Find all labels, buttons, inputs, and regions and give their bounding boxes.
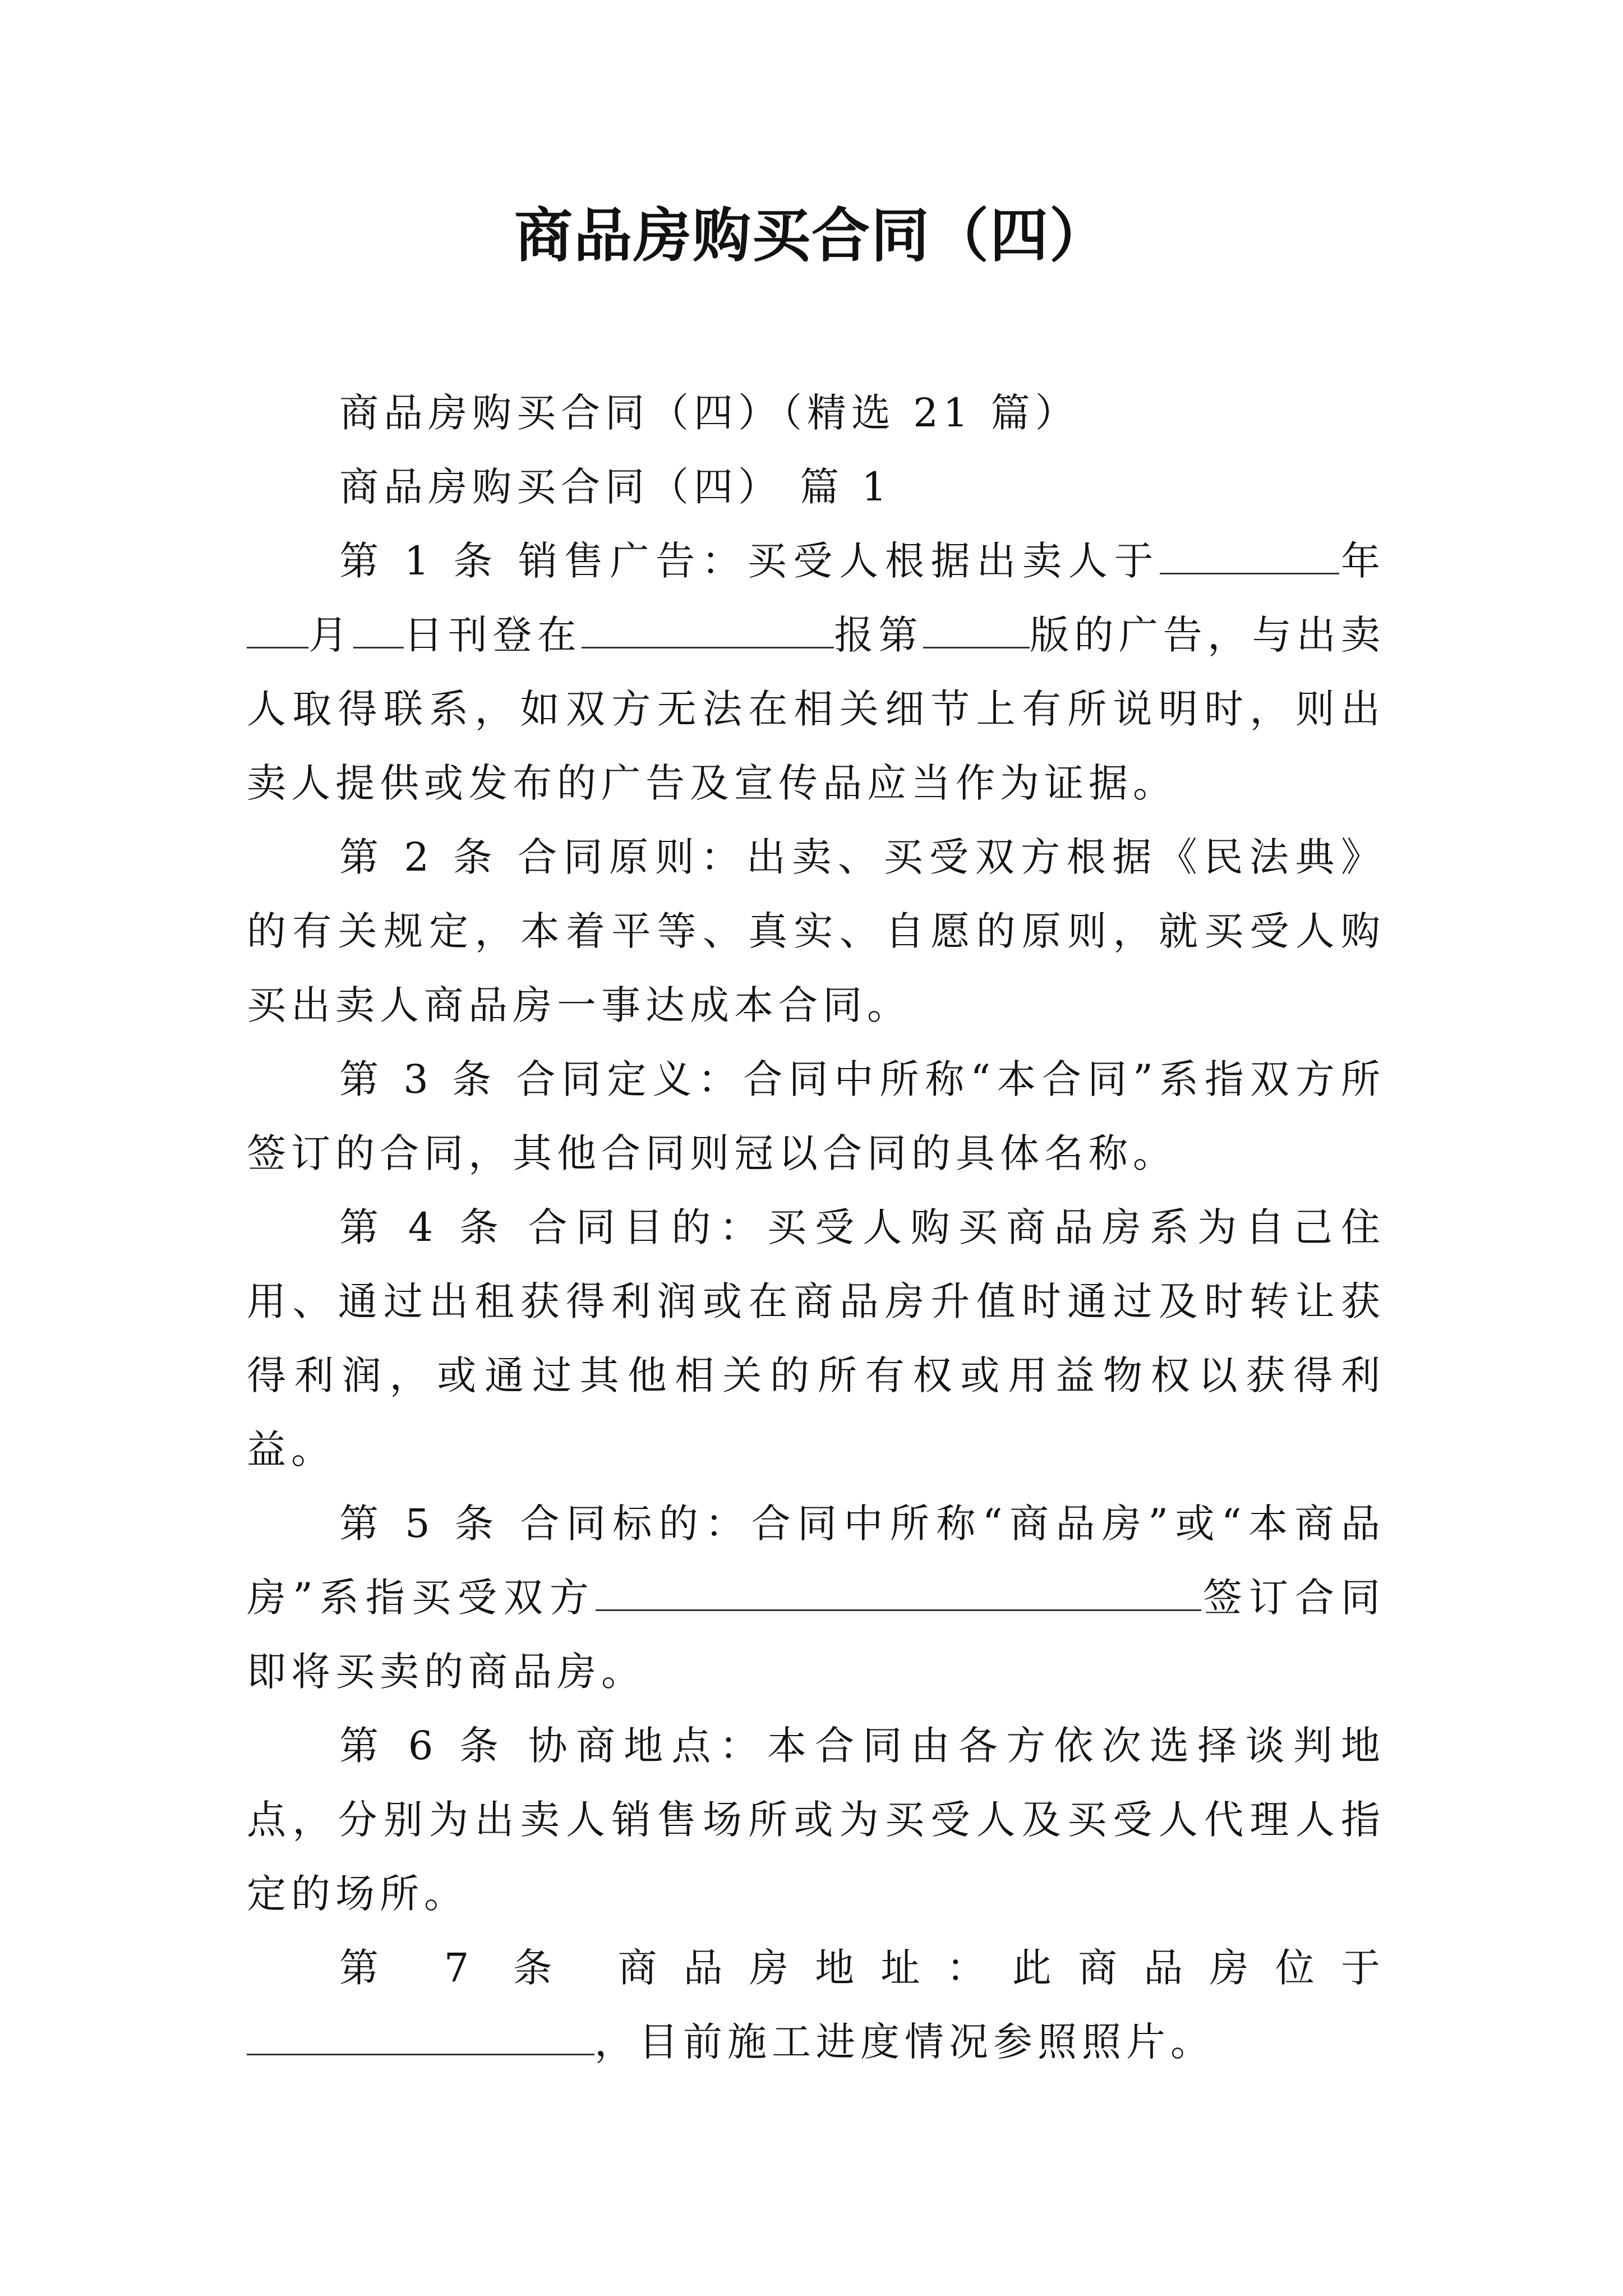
article-7 [247,1931,1385,2079]
article-5-rest: 签订合同即将买卖的商品房。 [247,1575,1385,1695]
article-1 [247,524,1385,820]
article-5 [247,1487,1385,1709]
article-1-rest: 版的广告，与出卖人取得联系，如双方无法在相关细节上有所说明时，则出卖人提供或发布的广告及宣传品应当作为证据。 [247,612,1386,806]
blank-parties [596,1570,1201,1611]
article-5-lead: 第 5 条 合同标的：合同中所称“商品房”或“本商品房”系指买受双方 [247,1501,1385,1621]
blank-page-number [923,608,1030,648]
article-1-day: 日刊登在 [403,612,582,658]
document-subtitle: 商品房购买合同（四）（精选 21 篇） [339,390,1080,436]
article-1-year: 年 [1339,538,1386,584]
article-7-lead: 第 7 条 商品房地址：此商品房位于 [339,1945,1385,1991]
blank-day [353,608,404,648]
document-title: 商品房购买合同（四） [514,201,1109,270]
blank-year [1160,533,1339,574]
article-1-newspaper: 报第 [833,612,923,658]
section-heading: 商品房购买合同（四） 篇 1 [339,464,892,510]
blank-newspaper [582,608,834,648]
article-1-month: 月 [308,612,353,658]
article-1-lead: 第 1 条 销售广告：买受人根据出卖人于 [339,538,1160,584]
article-6: 第 6 条 协商地点：本合同由各方依次选择谈判地点，分别为出卖人销售场所或为买受人及买受人代理人指定的场所。 [247,1723,1385,1917]
article-4: 第 4 条 合同目的：买受人购买商品房系为自己住用、通过出租获得利润或在商品房升值时通过及时转让获得利润，或通过其他相关的所有权或用益物权以获得利益。 [247,1204,1385,1473]
blank-address [247,2014,594,2055]
article-2: 第 2 条 合同原则：出卖、买受双方根据《民法典》的有关规定，本着平等、真实、自愿的原则，就买受人购买出卖人商品房一事达成本合同。 [247,834,1385,1028]
document-body [247,376,1385,2079]
blank-month [247,608,308,648]
article-3: 第 3 条 合同定义：合同中所称“本合同”系指双方所签订的合同，其他合同则冠以合同的具体名称。 [247,1056,1385,1176]
article-7-rest: ，目前施工进度情况参照照片。 [594,2019,1215,2065]
